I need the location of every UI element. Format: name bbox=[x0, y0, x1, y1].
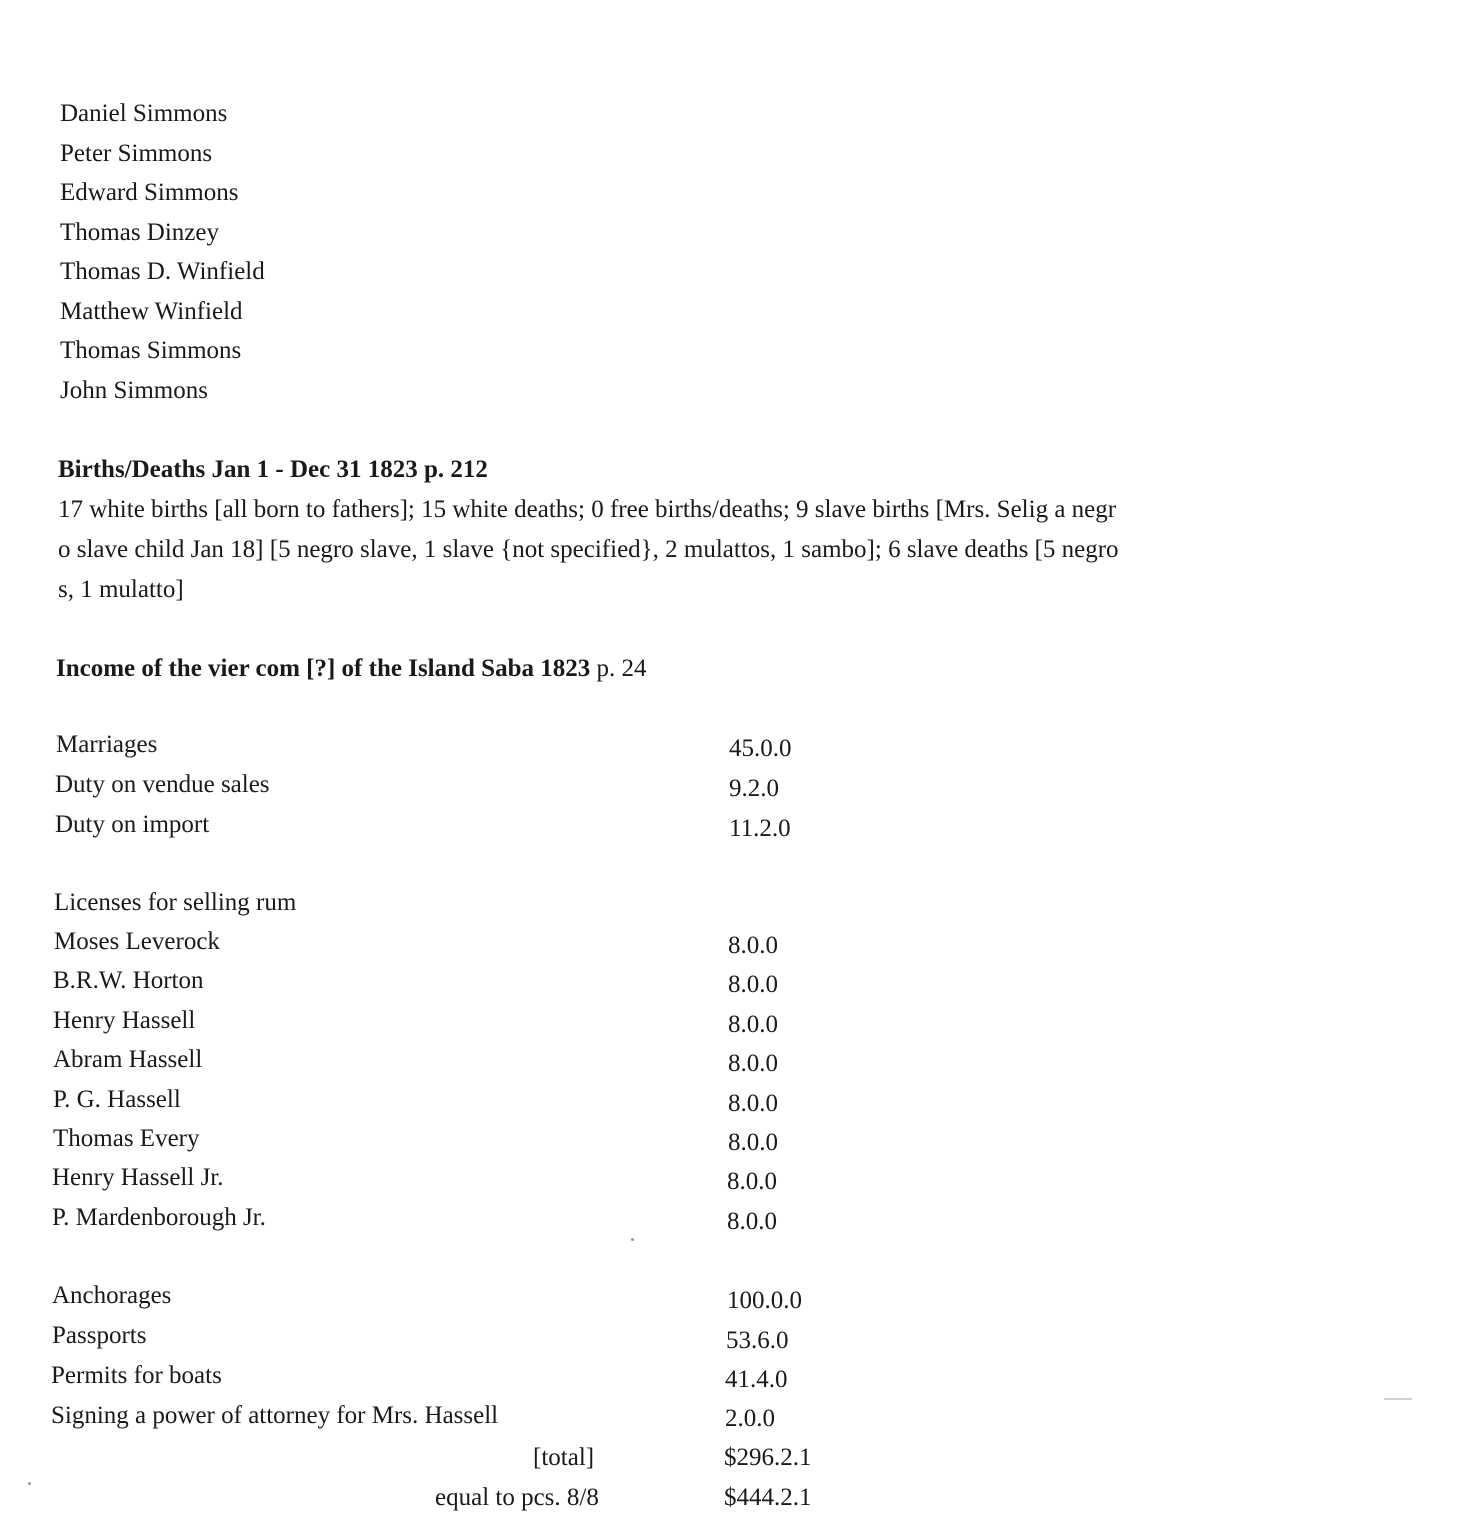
name-item: John Simmons bbox=[60, 376, 208, 404]
name-item: Daniel Simmons bbox=[60, 100, 228, 127]
ledger-label: Permits for boats bbox=[51, 1362, 222, 1389]
ledger-label: Moses Leverock bbox=[54, 928, 220, 955]
scan-smudge bbox=[1384, 1398, 1412, 1400]
ledger-label: Duty on vendue sales bbox=[55, 771, 270, 798]
name-item: Peter Simmons bbox=[60, 139, 213, 167]
scan-speck bbox=[28, 1482, 31, 1485]
equal-label: equal to pcs. 8/8 bbox=[435, 1484, 599, 1511]
ledger-amount: 8.0.0 bbox=[728, 1011, 778, 1038]
ledger-amount: 11.2.0 bbox=[729, 815, 791, 842]
ledger-amount: 100.0.0 bbox=[727, 1287, 802, 1314]
ledger-label: Thomas Every bbox=[53, 1125, 200, 1152]
name-item: Thomas Simmons bbox=[60, 337, 242, 364]
paragraph-line: s, 1 mulatto] bbox=[58, 576, 184, 603]
ledger-label: Signing a power of attorney for Mrs. Hassell bbox=[51, 1402, 499, 1429]
ledger-amount: 8.0.0 bbox=[727, 1208, 777, 1235]
total-amount: $296.2.1 bbox=[724, 1444, 812, 1471]
equal-amount: $444.2.1 bbox=[724, 1484, 812, 1511]
ledger-label: P. Mardenborough Jr. bbox=[52, 1204, 266, 1231]
ledger-label: B.R.W. Horton bbox=[53, 967, 204, 994]
ledger-amount: 8.0.0 bbox=[728, 971, 778, 998]
paragraph-line: 17 white births [all born to fathers]; 15 white deaths; 0 free births/deaths; 9 slave births [Mrs. Selig a negr bbox=[58, 496, 1117, 523]
ledger-amount: 8.0.0 bbox=[727, 1168, 777, 1195]
ledger-label: Marriages bbox=[56, 731, 158, 758]
ledger-amount: 9.2.0 bbox=[729, 775, 779, 802]
income-page-ref: p. 24 bbox=[596, 655, 647, 682]
total-label: [total] bbox=[533, 1444, 595, 1471]
name-item: Matthew Winfield bbox=[60, 297, 243, 325]
ledger-label: P. G. Hassell bbox=[53, 1086, 181, 1113]
births-deaths-heading: Births/Deaths Jan 1 - Dec 31 1823 p. 212 bbox=[58, 456, 488, 483]
ledger-amount: 2.0.0 bbox=[725, 1405, 775, 1432]
ledger-label: Abram Hassell bbox=[53, 1046, 203, 1073]
ledger-amount: 8.0.0 bbox=[728, 1050, 778, 1077]
name-item: Thomas D. Winfield bbox=[60, 258, 265, 285]
paragraph-line: o slave child Jan 18] [5 negro slave, 1 slave {not specified}, 2 mulattos, 1 sambo]; 6 slave deaths [5 negro bbox=[58, 536, 1119, 563]
ledger-amount: 45.0.0 bbox=[729, 735, 792, 762]
name-item: Edward Simmons bbox=[60, 179, 239, 206]
ledger-label: Duty on import bbox=[55, 811, 210, 838]
ledger-label: Henry Hassell bbox=[53, 1007, 196, 1034]
licenses-title: Licenses for selling rum bbox=[54, 889, 297, 916]
ledger-amount: 53.6.0 bbox=[726, 1327, 789, 1354]
ledger-amount: 8.0.0 bbox=[728, 1129, 778, 1156]
ledger-label: Passports bbox=[52, 1322, 147, 1349]
name-item: Thomas Dinzey bbox=[60, 218, 219, 246]
income-heading-title: Income of the vier com [?] of the Island Saba 1823 bbox=[56, 655, 591, 682]
ledger-label: Anchorages bbox=[52, 1282, 172, 1309]
ledger-amount: 8.0.0 bbox=[728, 932, 778, 959]
ledger-label: Henry Hassell Jr. bbox=[52, 1164, 224, 1191]
ledger-amount: 8.0.0 bbox=[728, 1090, 778, 1117]
ledger-amount: 41.4.0 bbox=[725, 1366, 788, 1393]
scan-speck bbox=[631, 1238, 634, 1241]
